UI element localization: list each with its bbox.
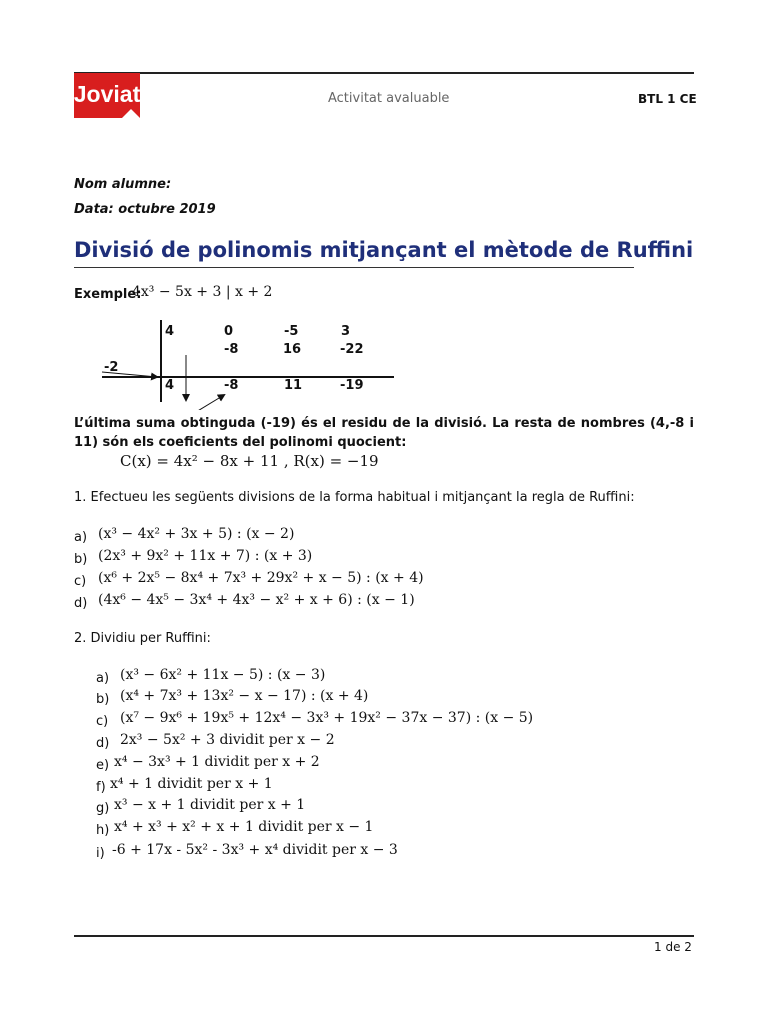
item-label: b): [74, 552, 88, 567]
header-course-code: BTL 1 CE: [638, 92, 697, 106]
ruffini-cell: 0: [224, 324, 234, 339]
date-label: Data: octubre 2019: [74, 202, 216, 217]
ruffini-arrows-icon: [100, 350, 240, 410]
item-label: d): [96, 736, 110, 751]
item-label: g): [96, 801, 110, 816]
ruffini-cell: -8: [224, 378, 239, 393]
item-label: c): [96, 714, 109, 729]
item-expression: -6 + 17x - 5x² - 3x³ + x⁴ dividit per x − 3: [112, 842, 398, 858]
ruffini-cell: 16: [283, 342, 302, 357]
item-expression: (x⁶ + 2x⁵ − 8x⁴ + 7x³ + 29x² + x − 5) : (x + 4): [98, 570, 424, 586]
item-label: a): [96, 671, 110, 686]
item-expression: 2x³ − 5x² + 3 dividit per x − 2: [120, 732, 335, 748]
exercise2-heading: 2. Dividiu per Ruffini:: [74, 631, 211, 646]
example-explanation: L’última suma obtinguda (-19) és el residu de la divisió. La resta de nombres (4,-8 i 11) són els coeficients del polinomi quocient:: [74, 416, 694, 450]
header-top-rule: [74, 72, 694, 74]
item-expression: (2x³ + 9x² + 11x + 7) : (x + 3): [98, 548, 313, 564]
item-label: b): [96, 692, 110, 707]
example-expression: 4x³ − 5x + 3 | x + 2: [132, 284, 273, 300]
ruffini-cell: -5: [284, 324, 299, 339]
item-expression: (4x⁶ − 4x⁵ − 3x⁴ + 4x³ − x² + x + 6) : (x − 1): [98, 592, 415, 608]
ruffini-cell: -22: [340, 342, 364, 357]
header-activity-label: Activitat avaluable: [328, 91, 450, 106]
title-underline: [74, 267, 634, 268]
ruffini-cell: 3: [341, 324, 351, 339]
item-label: i): [96, 846, 105, 861]
item-label: d): [74, 596, 88, 611]
example-result: C(x) = 4x² − 8x + 11 , R(x) = −19: [120, 452, 379, 470]
page-title: Divisió de polinomis mitjançant el mètode de Ruffini: [74, 238, 694, 262]
item-expression: (x³ − 6x² + 11x − 5) : (x − 3): [120, 667, 326, 683]
student-name-label: Nom alumne:: [74, 177, 172, 192]
logo-notch-shape: [122, 109, 140, 118]
page-number: 1 de 2: [654, 940, 692, 954]
logo-text: Joviat: [73, 81, 141, 107]
ruffini-cell: 4: [165, 324, 175, 339]
item-label: e): [96, 758, 110, 773]
ruffini-cell: 4: [165, 378, 175, 393]
ruffini-root: -2: [104, 360, 119, 375]
item-expression: x⁴ − 3x³ + 1 dividit per x + 2: [114, 754, 320, 770]
ruffini-cell: -19: [340, 378, 364, 393]
item-expression: x⁴ + x³ + x² + x + 1 dividit per x − 1: [114, 819, 374, 835]
item-label: a): [74, 530, 88, 545]
footer-rule: [74, 935, 694, 937]
item-expression: x⁴ + 1 dividit per x + 1: [110, 776, 273, 792]
exercise1-heading: 1. Efectueu les següents divisions de la forma habitual i mitjançant la regla de Ruffini:: [74, 490, 635, 505]
example-label: Exemple:: [74, 287, 142, 302]
item-label: c): [74, 574, 87, 589]
item-label: f): [96, 780, 106, 795]
item-expression: x³ − x + 1 dividit per x + 1: [114, 797, 306, 813]
item-expression: (x³ − 4x² + 3x + 5) : (x − 2): [98, 526, 295, 542]
item-label: h): [96, 823, 110, 838]
ruffini-cell: -8: [224, 342, 239, 357]
ruffini-cell: 11: [284, 378, 303, 393]
item-expression: (x⁴ + 7x³ + 13x² − x − 17) : (x + 4): [120, 688, 369, 704]
item-expression: (x⁷ − 9x⁶ + 19x⁵ + 12x⁴ − 3x³ + 19x² − 37x − 37) : (x − 5): [120, 710, 534, 726]
